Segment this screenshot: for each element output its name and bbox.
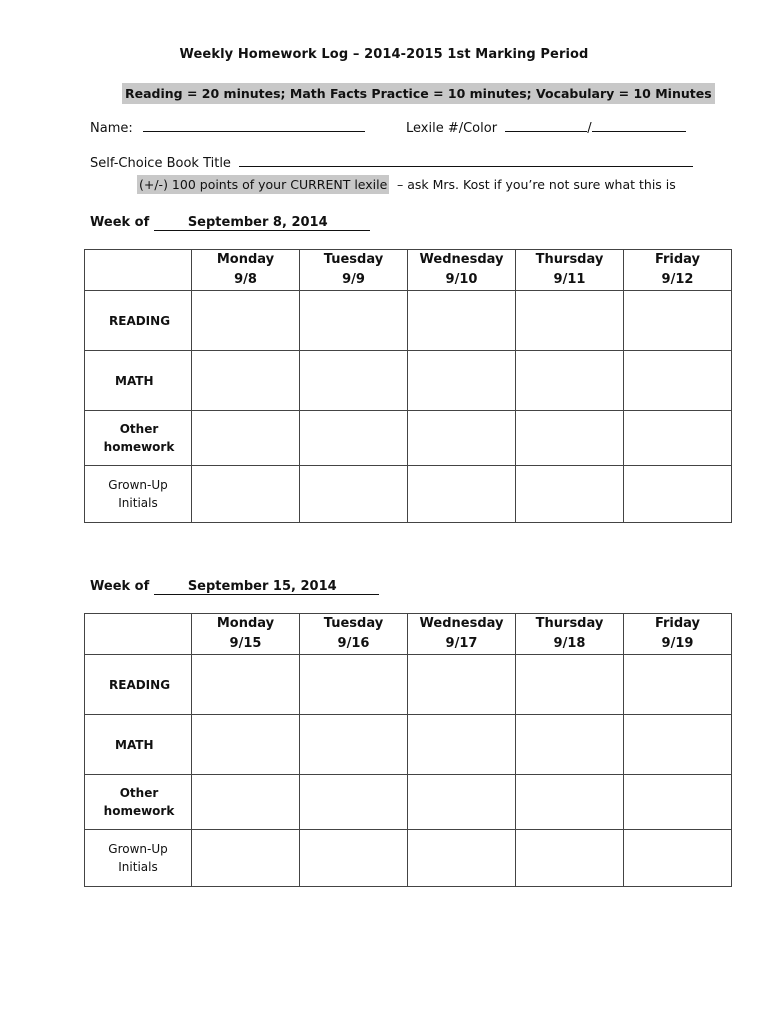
day-name: Thursday <box>535 252 604 267</box>
entry-cell[interactable] <box>192 830 300 887</box>
entry-cell[interactable] <box>408 715 516 775</box>
table-row <box>85 830 732 887</box>
lexile-note-highlight: (+/-) 100 points of your CURRENT lexile <box>139 177 388 192</box>
table-row <box>85 291 732 351</box>
entry-cell[interactable] <box>192 411 300 466</box>
day-header <box>192 250 300 291</box>
entry-cell[interactable] <box>408 830 516 887</box>
entry-cell[interactable] <box>300 291 408 351</box>
entry-cell[interactable] <box>300 351 408 411</box>
day-name: Tuesday <box>323 616 384 631</box>
day-header <box>300 614 408 655</box>
day-date: 9/9 <box>342 272 365 287</box>
day-name: Friday <box>654 616 701 631</box>
day-header <box>624 250 732 291</box>
lexile-separator: / <box>587 121 592 136</box>
header-row <box>85 614 732 655</box>
entry-cell[interactable] <box>624 715 732 775</box>
page-title: Weekly Homework Log – 2014-2015 1st Marking Period <box>179 47 589 62</box>
entry-cell[interactable] <box>300 655 408 715</box>
book-title-blank[interactable] <box>239 154 693 167</box>
day-name: Friday <box>654 252 701 267</box>
day-name: Wednesday <box>419 616 504 631</box>
week-heading <box>90 579 379 595</box>
week-date-rule <box>328 216 370 231</box>
lexile-color-blank[interactable] <box>592 119 686 132</box>
day-name: Thursday <box>535 616 604 631</box>
entry-cell[interactable] <box>408 466 516 523</box>
entry-cell[interactable] <box>624 466 732 523</box>
name-label: Name: <box>90 121 133 136</box>
table-row <box>85 351 732 411</box>
entry-cell[interactable] <box>192 655 300 715</box>
table-row <box>85 466 732 523</box>
day-name: Monday <box>216 252 275 267</box>
week-date-rule <box>337 580 379 595</box>
week-label: Week of <box>90 215 150 230</box>
entry-cell[interactable] <box>516 351 624 411</box>
day-header <box>516 614 624 655</box>
entry-cell[interactable] <box>624 291 732 351</box>
time-requirements: Reading = 20 minutes; Math Facts Practice = 10 minutes; Vocabulary = 10 Minutes <box>122 83 715 104</box>
row-label-math: MATH <box>85 715 192 775</box>
entry-cell[interactable] <box>408 411 516 466</box>
homework-table <box>84 613 732 887</box>
day-header <box>192 614 300 655</box>
homework-table <box>84 249 732 523</box>
entry-cell[interactable] <box>624 351 732 411</box>
day-date: 9/11 <box>553 272 586 287</box>
row-label-grown-up-initials: Grown-Up Initials <box>85 466 192 523</box>
entry-cell[interactable] <box>516 411 624 466</box>
entry-cell[interactable] <box>408 775 516 830</box>
lexile-field <box>406 119 686 136</box>
day-date: 9/12 <box>661 272 694 287</box>
table-row <box>85 715 732 775</box>
entry-cell[interactable] <box>408 655 516 715</box>
book-title-field <box>90 154 693 171</box>
entry-cell[interactable] <box>408 351 516 411</box>
row-label-reading: READING <box>85 655 192 715</box>
name-blank[interactable] <box>143 119 365 132</box>
week-date: September 8, 2014 <box>154 216 328 231</box>
day-date: 9/10 <box>445 272 478 287</box>
lexile-note: – ask Mrs. Kost if you’re not sure what this is <box>397 177 676 192</box>
entry-cell[interactable] <box>192 466 300 523</box>
entry-cell[interactable] <box>300 775 408 830</box>
entry-cell[interactable] <box>516 466 624 523</box>
entry-cell[interactable] <box>300 411 408 466</box>
day-name: Wednesday <box>419 252 504 267</box>
table-row <box>85 655 732 715</box>
entry-cell[interactable] <box>192 351 300 411</box>
entry-cell[interactable] <box>300 466 408 523</box>
lexile-label: Lexile #/Color <box>406 121 498 136</box>
day-header <box>408 614 516 655</box>
corner-cell <box>85 614 192 655</box>
day-header <box>300 250 408 291</box>
day-date: 9/19 <box>661 636 694 651</box>
day-date: 9/18 <box>553 636 586 651</box>
day-header <box>624 614 732 655</box>
table-row <box>85 411 732 466</box>
day-header <box>516 250 624 291</box>
entry-cell[interactable] <box>192 775 300 830</box>
table-row <box>85 775 732 830</box>
entry-cell[interactable] <box>300 715 408 775</box>
corner-cell <box>85 250 192 291</box>
entry-cell[interactable] <box>300 830 408 887</box>
day-date: 9/17 <box>445 636 478 651</box>
week-heading <box>90 215 370 231</box>
name-field <box>90 119 365 136</box>
entry-cell[interactable] <box>192 715 300 775</box>
entry-cell[interactable] <box>192 291 300 351</box>
header-row <box>85 250 732 291</box>
row-label-reading: READING <box>85 291 192 351</box>
lexile-number-blank[interactable] <box>505 119 587 132</box>
row-label-math: MATH <box>85 351 192 411</box>
entry-cell[interactable] <box>516 655 624 715</box>
week-date: September 15, 2014 <box>154 580 337 595</box>
day-date: 9/16 <box>337 636 370 651</box>
day-date: 9/8 <box>234 272 257 287</box>
book-title-label: Self-Choice Book Title <box>90 156 231 171</box>
entry-cell[interactable] <box>516 715 624 775</box>
day-name: Tuesday <box>323 252 384 267</box>
day-name: Monday <box>216 616 275 631</box>
entry-cell[interactable] <box>624 775 732 830</box>
entry-cell[interactable] <box>624 655 732 715</box>
entry-cell[interactable] <box>516 830 624 887</box>
row-label-grown-up-initials: Grown-Up Initials <box>85 830 192 887</box>
week-label: Week of <box>90 579 150 594</box>
day-header <box>408 250 516 291</box>
row-label-other-homework: Other homework <box>85 411 192 466</box>
entry-cell[interactable] <box>408 291 516 351</box>
row-label-other-homework: Other homework <box>85 775 192 830</box>
entry-cell[interactable] <box>516 291 624 351</box>
entry-cell[interactable] <box>516 775 624 830</box>
day-date: 9/15 <box>229 636 262 651</box>
entry-cell[interactable] <box>624 830 732 887</box>
entry-cell[interactable] <box>624 411 732 466</box>
